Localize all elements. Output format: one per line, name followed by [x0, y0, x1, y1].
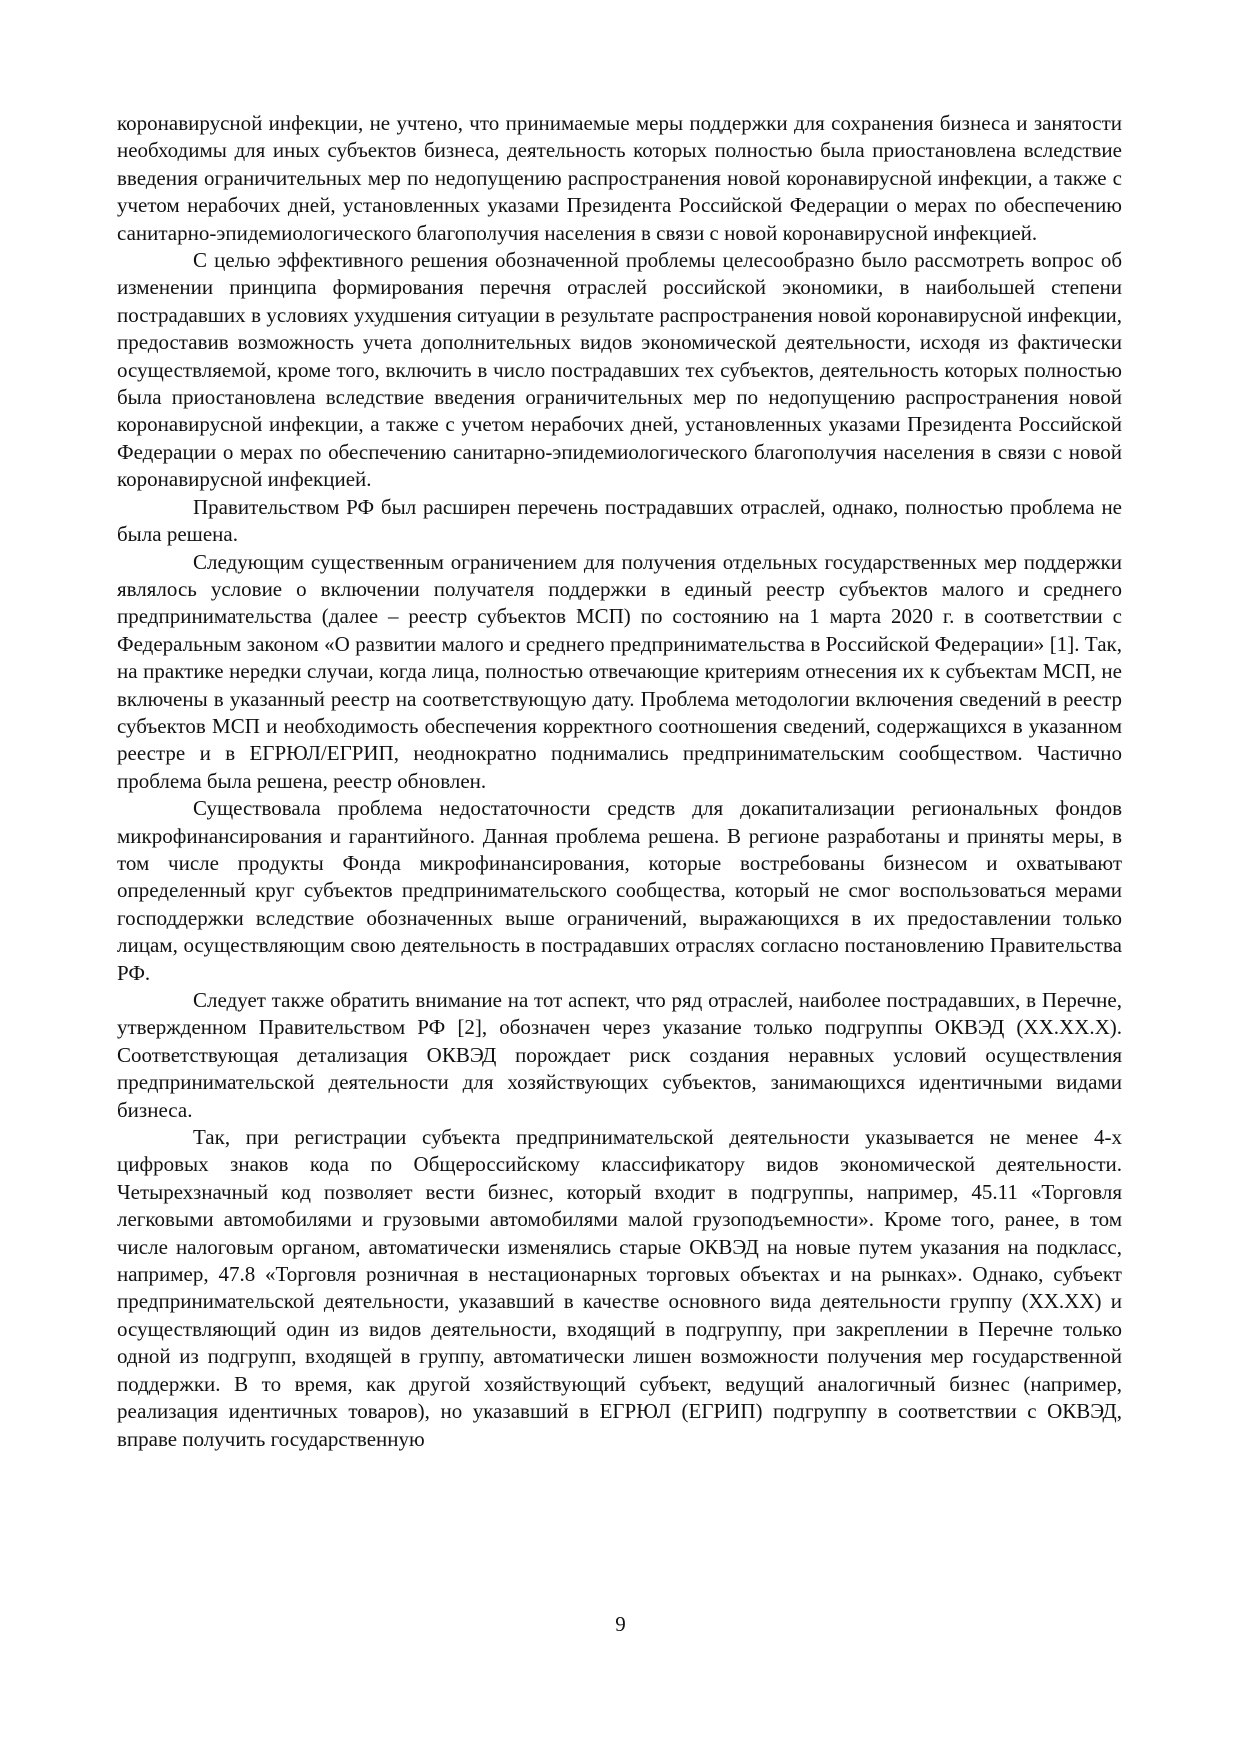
paragraph-1: коронавирусной инфекции, не учтено, что принимаемые меры поддержки для сохранения бизнеса и занятости необходимы для иных субъектов бизнеса, деятельность которых полностью была приостановлена вследствие введения ограничительных мер по недопущению распространения новой коронавирусной инфекции, а также с учетом нерабочих дней, установленных указами Президента Российской Федерации о мерах по обеспечению санитарно-эпидемиологического благополучия населения в связи с новой коронавирусной инфекцией.: [117, 111, 1122, 245]
paragraph-3: Правительством РФ был расширен перечень пострадавших отраслей, однако, полностью проблема не была решена.: [117, 494, 1122, 547]
body-text: [117, 110, 1122, 1453]
paragraph-5: Существовала проблема недостаточности средств для докапитализации региональных фондов микрофинансирования и гарантийного. Данная проблема решена. В регионе разработаны и приняты меры, в том числе продукты Фонда микрофинансирования, которые востребованы бизнесом и охватывают определенный круг субъектов предпринимательского сообщества, который не смог воспользоваться мерами господдержки вследствие обозначенных выше ограничений, выражающихся в их предоставлении только лицам, осуществляющим свою деятельность в пострадавших отраслях согласно постановлению Правительства РФ.: [117, 796, 1122, 985]
page-number: 9: [615, 1612, 626, 1636]
paragraph-4: Следующим существенным ограничением для получения отдельных государственных мер поддержки являлось условие о включении получателя поддержки в единый реестр субъектов малого и среднего предпринимательства (далее – реестр субъектов МСП) по состоянию на 1 марта 2020 г. в соответствии с Федеральным законом «О развитии малого и среднего предпринимательства в Российской Федерации» [1]. Так, на практике нередки случаи, когда лица, полностью отвечающие критериям отнесения их к субъектам МСП, не включены в указанный реестр на соответствующую дату. Проблема методологии включения сведений в реестр субъектов МСП и необходимость обеспечения корректного соотношения сведений, содержащихся в указанном реестре и в ЕГРЮЛ/ЕГРИП, неоднократно поднимались предпринимательским сообществом. Частично проблема была решена, реестр обновлен.: [117, 549, 1122, 793]
paragraph-2: С целью эффективного решения обозначенной проблемы целесообразно было рассмотреть вопрос об изменении принципа формирования перечня отраслей российской экономики, в наибольшей степени пострадавших в условиях ухудшения ситуации в результате распространения новой коронавирусной инфекции, предоставив возможность учета дополнительных видов экономической деятельности, исходя из фактически осуществляемой, кроме того, включить в число пострадавших тех субъектов, деятельность которых полностью была приостановлена вследствие введения ограничительных мер по недопущению распространения новой коронавирусной инфекции, а также с учетом нерабочих дней, установленных указами Президента Российской Федерации о мерах по обеспечению санитарно-эпидемиологического благополучия населения в связи с новой коронавирусной инфекцией.: [117, 248, 1122, 492]
paragraph-6: Следует также обратить внимание на тот аспект, что ряд отраслей, наиболее пострадавших, в Перечне, утвержденном Правительством РФ [2], обозначен через указание только подгруппы ОКВЭД (ХХ.ХХ.Х). Соответствующая детализация ОКВЭД порождает риск создания неравных условий осуществления предпринимательской деятельности для хозяйствующих субъектов, занимающихся идентичными видами бизнеса.: [117, 988, 1122, 1122]
paragraph-7: Так, при регистрации субъекта предпринимательской деятельности указывается не менее 4-х цифровых знаков кода по Общероссийскому классификатору видов экономической деятельности. Четырехзначный код позволяет вести бизнес, который входит в подгруппы, например, 45.11 «Торговля легковыми автомобилями и грузовыми автомобилями малой грузоподъемности». Кроме того, ранее, в том числе налоговым органом, автоматически изменялись старые ОКВЭД на новые путем указания на подкласс, например, 47.8 «Торговля розничная в нестационарных торговых объектах и на рынках». Однако, субъект предпринимательской деятельности, указавший в качестве основного вида деятельности группу (ХХ.ХХ) и осуществляющий один из видов деятельности, входящий в подгруппу, при закреплении в Перечне только одной из подгрупп, входящей в группу, автоматически лишен возможности получения мер государственной поддержки. В то время, как другой хозяйствующий субъект, ведущий аналогичный бизнес (например, реализация идентичных товаров), но указавший в ЕГРЮЛ (ЕГРИП) подгруппу в соответствии с ОКВЭД, вправе получить государственную: [117, 1125, 1122, 1451]
